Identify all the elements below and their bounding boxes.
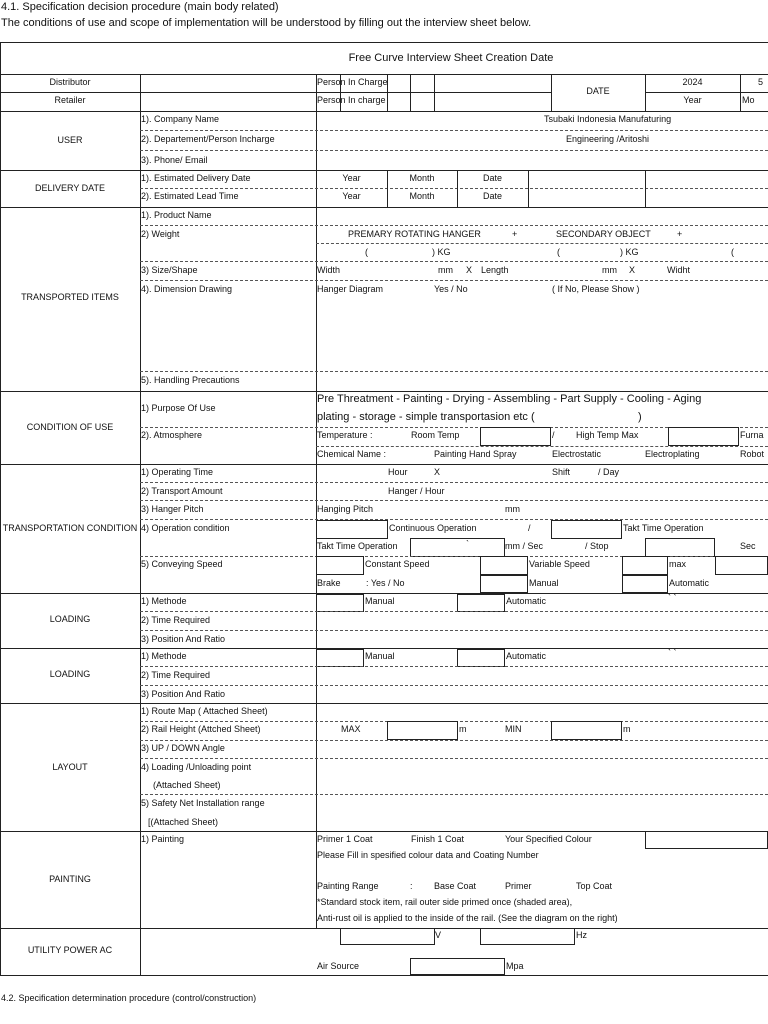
primer-coat-option[interactable]: Primer 1 Coat	[317, 834, 373, 844]
automatic-option[interactable]: Automatic	[669, 578, 710, 588]
tick-mark: `	[466, 539, 469, 549]
weight-label: 2) Weight	[141, 229, 180, 239]
loading-manual-input[interactable]	[316, 594, 364, 612]
sheet-title: Free Curve Interview Sheet Creation Date	[348, 52, 554, 64]
secondary-object-label: SECONDARY OBJECT	[556, 229, 651, 239]
length-label: Length	[481, 265, 509, 275]
tick-marks: ` `	[668, 593, 677, 603]
top-coat-option[interactable]: Top Coat	[576, 881, 613, 891]
constant-speed-input[interactable]	[316, 556, 364, 575]
high-temp-input[interactable]	[668, 427, 739, 446]
loading2-section-label: LOADING	[49, 669, 91, 679]
estimated-delivery-label: 1). Estimated Delivery Date	[141, 173, 251, 183]
month-value: 5	[758, 77, 764, 87]
loading2-time-required-label: 2) Time Required	[141, 670, 211, 680]
primer-option[interactable]: Primer	[505, 881, 532, 891]
x-label-2: X	[629, 265, 636, 275]
product-name-label: 1). Product Name	[141, 210, 212, 220]
open-paren-2: (	[557, 247, 560, 257]
automatic-input[interactable]	[622, 575, 668, 593]
air-source-input[interactable]	[410, 958, 505, 975]
x-label-3: X	[434, 467, 441, 477]
fill-in-instruction: Please Fill in spesified colour data and Coating Number	[317, 850, 539, 860]
finish-coat-option[interactable]: Finish 1 Coat	[411, 834, 465, 844]
manual-input[interactable]	[480, 575, 528, 593]
plus-sign-2: +	[677, 229, 683, 239]
takt-time-input[interactable]	[551, 520, 622, 539]
phone-email-label: 3). Phone/ Email	[141, 155, 208, 165]
rail-min-input[interactable]	[551, 721, 622, 740]
layout-section-label: LAYOUT	[52, 762, 88, 772]
handling-precautions-label: 5). Handling Precautions	[141, 375, 240, 385]
continuous-operation-option[interactable]: Continuous Operation	[389, 523, 477, 533]
continuous-input[interactable]	[316, 520, 388, 539]
chemical-name-label: Chemical Name :	[317, 449, 387, 459]
safety-net-label: 5) Safety Net Installation range	[141, 798, 265, 808]
purpose-close-paren: )	[638, 411, 642, 423]
rail-max-input[interactable]	[387, 721, 458, 740]
painting-range-colon: :	[410, 881, 413, 891]
section-subheading: The conditions of use and scope of implementation will be understood by filling out the interview sheet below.	[1, 17, 532, 29]
dimension-drawing-label: 4). Dimension Drawing	[141, 284, 233, 294]
operation-condition-label: 4) Operation condition	[141, 523, 230, 533]
loading-manual-option[interactable]: Manual	[365, 596, 395, 606]
lead-year-label: Year	[342, 191, 361, 201]
loading-automatic-input[interactable]	[457, 594, 505, 612]
loading2-automatic-option[interactable]: Automatic	[506, 651, 547, 661]
x-label-1: X	[466, 265, 473, 275]
painting-note-2: Anti-rust oil is applied to the inside of the rail. (See the diagram on the right)	[317, 913, 618, 923]
primary-hanger-label: PREMARY ROTATING HANGER	[348, 229, 481, 239]
takt-time-option[interactable]: Takt Time Operation	[623, 523, 704, 533]
voltage-input[interactable]	[340, 928, 435, 945]
rail-height-label: 2) Rail Height (Attched Sheet)	[141, 724, 261, 734]
furnace-label: Furna	[740, 430, 764, 440]
attached-sheet-note: (Attached Sheet)	[153, 780, 221, 790]
electrostatic-option[interactable]: Electrostatic	[552, 449, 602, 459]
hour-label: Hour	[388, 467, 408, 477]
size-shape-label: 3) Size/Shape	[141, 265, 198, 275]
delivery-month-label: Month	[409, 173, 435, 183]
department-value: Engineering /Aritoshi	[566, 134, 650, 144]
conveying-speed-label: 5) Conveying Speed	[141, 559, 223, 569]
utility-section-label: UTILITY POWER AC	[27, 945, 113, 955]
room-temp-option[interactable]: Room Temp	[411, 430, 460, 440]
mpa-unit: Mpa	[506, 961, 524, 971]
manual-option[interactable]: Manual	[529, 578, 559, 588]
robot-option[interactable]: Robot	[740, 449, 765, 459]
company-name-value: Tsubaki Indonesia Manufaturing	[544, 114, 672, 124]
month-label: Mo	[742, 95, 755, 105]
mm-label-1: mm	[438, 265, 453, 275]
rail-max-unit: m	[459, 724, 467, 734]
loading-section-label: LOADING	[49, 614, 91, 624]
person-in-charge-label: Person In Charge	[317, 77, 388, 87]
mm-per-sec-label: mm / Sec	[505, 541, 544, 551]
date-label: DATE	[586, 86, 610, 96]
year-label: Year	[683, 95, 702, 105]
painting-range-label: Painting Range	[317, 881, 379, 891]
width-label: Width	[317, 265, 341, 275]
purpose-options-line1: Pre Threatment - Painting - Drying - Assembling - Part Supply - Cooling - Aging	[317, 393, 702, 405]
frequency-unit: Hz	[576, 930, 587, 940]
painting-note-1: *Standard stock item, rail outer side primed once (shaded area),	[317, 897, 573, 907]
variable-speed-option[interactable]: Variable Speed	[529, 559, 590, 569]
purpose-options-line2: plating - storage - simple transportasion etc (	[317, 411, 535, 423]
tick-marks-2: ` `	[668, 648, 677, 658]
section-heading: 4.1. Specification decision procedure (main body related)	[1, 1, 279, 13]
atmosphere-label: 2). Atmosphere	[141, 430, 203, 440]
mm-label-2: mm	[602, 265, 617, 275]
hanger-pitch-label: 3) Hanger Pitch	[141, 504, 204, 514]
purpose-of-use-label: 1) Purpose Of Use	[141, 403, 216, 413]
up-down-angle-label: 3) UP / DOWN Angle	[141, 743, 225, 753]
loading-time-required-label: 2) Time Required	[141, 615, 211, 625]
high-temp-option[interactable]: High Temp Max	[576, 430, 639, 440]
plus-sign: +	[512, 229, 518, 239]
open-paren-3: (	[731, 247, 734, 257]
per-day-label: / Day	[598, 467, 620, 477]
user-section-label: USER	[57, 135, 83, 145]
person-in-charge-label-2: Person In charge	[317, 95, 386, 105]
delivery-date-label: Date	[482, 173, 502, 183]
transported-section-label: TRANSPORTED ITEMS	[21, 292, 119, 302]
rail-min-unit: m	[623, 724, 631, 734]
painting-label: 1) Painting	[141, 834, 185, 844]
painting-hand-spray-option[interactable]: Painting Hand Spray	[434, 449, 517, 459]
rail-max-label: MAX	[341, 724, 361, 734]
speed-input[interactable]	[622, 556, 668, 575]
variable-speed-input[interactable]	[480, 556, 528, 575]
loading2-manual-input[interactable]	[316, 649, 364, 667]
delivery-section-label: DELIVERY DATE	[34, 183, 106, 193]
sec-label: Sec	[740, 541, 756, 551]
estimated-lead-label: 2). Estimated Lead Time	[141, 191, 239, 201]
yes-no-option[interactable]: Yes / No	[434, 284, 468, 294]
hanger-diagram-label: Hanger Diagram	[317, 284, 384, 294]
operation-slash: /	[528, 523, 531, 533]
kg-label-1: ) KG	[432, 247, 451, 257]
transport-amount-label: 2) Transport Amount	[141, 486, 223, 496]
temperature-label: Temperature :	[317, 430, 373, 440]
max-speed-input[interactable]	[715, 556, 768, 575]
loading-automatic-option[interactable]: Automatic	[506, 596, 547, 606]
year-value: 2024	[682, 77, 703, 87]
distributor-label: Distributor	[49, 77, 91, 87]
loading2-position-ratio-label: 3) Position And Ratio	[141, 689, 226, 699]
takt-speed-input[interactable]	[410, 538, 505, 557]
brake-label: Brake	[317, 578, 341, 588]
brake-yes-no-option[interactable]: : Yes / No	[366, 578, 405, 588]
stop-label: / Stop	[585, 541, 609, 551]
stop-input[interactable]	[645, 538, 715, 557]
delivery-year-label: Year	[342, 173, 361, 183]
retailer-label: Retailer	[54, 95, 86, 105]
electroplating-option[interactable]: Electroplating	[645, 449, 700, 459]
if-no-show-note: ( If No, Please Show )	[552, 284, 640, 294]
takt-time-operation-label: Takt Time Operation	[317, 541, 398, 551]
hanging-pitch-label: Hanging Pitch	[317, 504, 374, 514]
attached-sheet-note-2: [(Attached Sheet)	[148, 817, 219, 827]
lead-date-label: Date	[482, 191, 502, 201]
footer-heading: 4.2. Specification determination procedure (control/construction)	[1, 993, 257, 1003]
shift-label: Shift	[552, 467, 571, 477]
kg-label-2: ) KG	[620, 247, 639, 257]
company-name-label: 1). Company Name	[141, 114, 220, 124]
lead-month-label: Month	[409, 191, 435, 201]
pitch-mm-label: mm	[505, 504, 520, 514]
temp-slash: /	[552, 430, 555, 440]
loading2-automatic-input[interactable]	[457, 649, 505, 667]
max-speed-label: max	[669, 559, 687, 569]
voltage-unit: V	[435, 930, 442, 940]
loading2-manual-option[interactable]: Manual	[365, 651, 395, 661]
condition-section-label: CONDITION OF USE	[26, 422, 114, 432]
frequency-input[interactable]	[480, 928, 575, 945]
open-paren-1: (	[365, 247, 368, 257]
rail-min-label: MIN	[505, 724, 522, 734]
hanger-per-hour-label: Hanger / Hour	[388, 486, 445, 496]
widht-label: Widht	[667, 265, 691, 275]
loading-methode-label: 1) Methode	[141, 596, 187, 606]
air-source-label: Air Source	[317, 961, 360, 971]
loading-position-ratio-label: 3) Position And Ratio	[141, 634, 226, 644]
room-temp-input[interactable]	[480, 427, 551, 446]
loading2-methode-label: 1) Methode	[141, 651, 187, 661]
operating-time-label: 1) Operating Time	[141, 467, 214, 477]
transportation-section-label: TRANSPORTATION CONDITION	[2, 523, 138, 533]
colour-input[interactable]	[645, 831, 768, 849]
loading-point-label: 4) Loading /Unloading point	[141, 762, 252, 772]
constant-speed-option[interactable]: Constant Speed	[365, 559, 430, 569]
department-label: 2). Departement/Person Incharge	[141, 134, 275, 144]
specified-colour-option[interactable]: Your Specified Colour	[505, 834, 592, 844]
base-coat-option[interactable]: Base Coat	[434, 881, 477, 891]
route-map-label: 1) Route Map ( Attached Sheet)	[141, 706, 268, 716]
painting-section-label: PAINTING	[49, 874, 91, 884]
